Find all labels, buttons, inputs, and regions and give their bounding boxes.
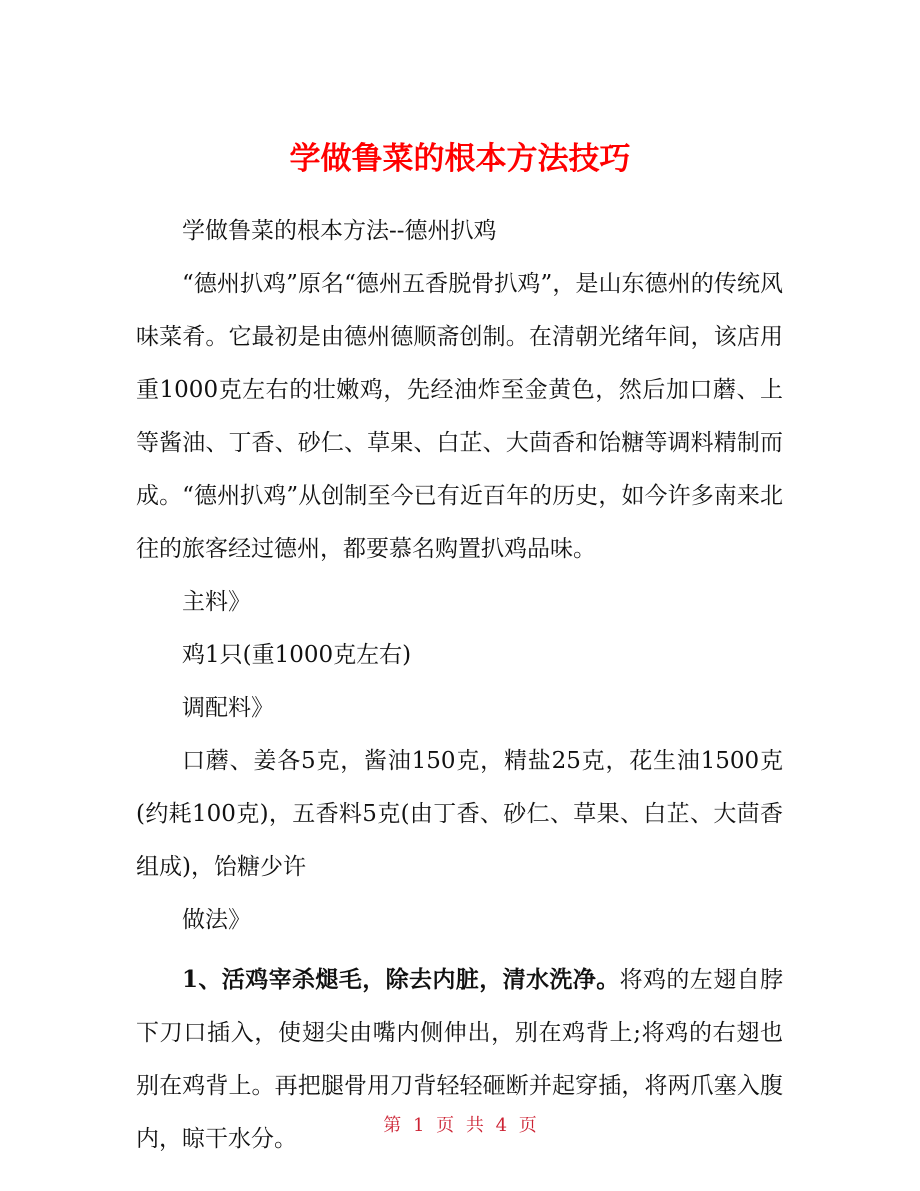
document-title: 学做鲁菜的根本方法技巧 bbox=[289, 140, 631, 177]
page-number-footer: 第 1 页 共 4 页 bbox=[383, 1115, 537, 1136]
main-ingredient-heading: 主料》 bbox=[182, 589, 251, 615]
method-heading: 做法》 bbox=[182, 907, 251, 933]
intro-paragraph: “德州扒鸡”原名“德州五香脱骨扒鸡”，是山东德州的传统风味菜肴。它最初是由德州德顺斋创制。在清朝光绪年间，该店用重1000克左右的壮嫩鸡，先经油炸至金黄色，然后加口蘑、上等酱油、丁香、砂仁、草果、白芷、大茴香和饴糖等调料精制而成。“德州扒鸡”从创制至今已有近百年的历史，如今许多南来北往的旅客经过德州，都要慕名购置扒鸡品味。 bbox=[136, 271, 783, 562]
seasoning-paragraph: 口蘑、姜各5克，酱油150克，精盐25克，花生油1500克(约耗100克)，五香料5克(由丁香、砂仁、草果、白芷、大茴香组成)，饴糖少许 bbox=[136, 748, 783, 880]
step-1-text: 将鸡的左翅自脖下刀口插入，使翅尖由嘴内侧伸出，别在鸡背上;将鸡的右翅也别在鸡背上。再把腿骨用刀背轻轻砸断并起穿插，将两爪塞入腹内，晾干水分。 bbox=[136, 967, 783, 1152]
document-body bbox=[136, 205, 783, 1166]
subtitle-paragraph: 学做鲁菜的根本方法--德州扒鸡 bbox=[182, 218, 497, 244]
step-1-bold-text: 1、活鸡宰杀煺毛，除去内脏，清水洗净。 bbox=[182, 966, 620, 993]
seasoning-heading: 调配料》 bbox=[182, 695, 274, 721]
main-ingredient-paragraph: 鸡1只(重1000克左右) bbox=[182, 642, 412, 668]
